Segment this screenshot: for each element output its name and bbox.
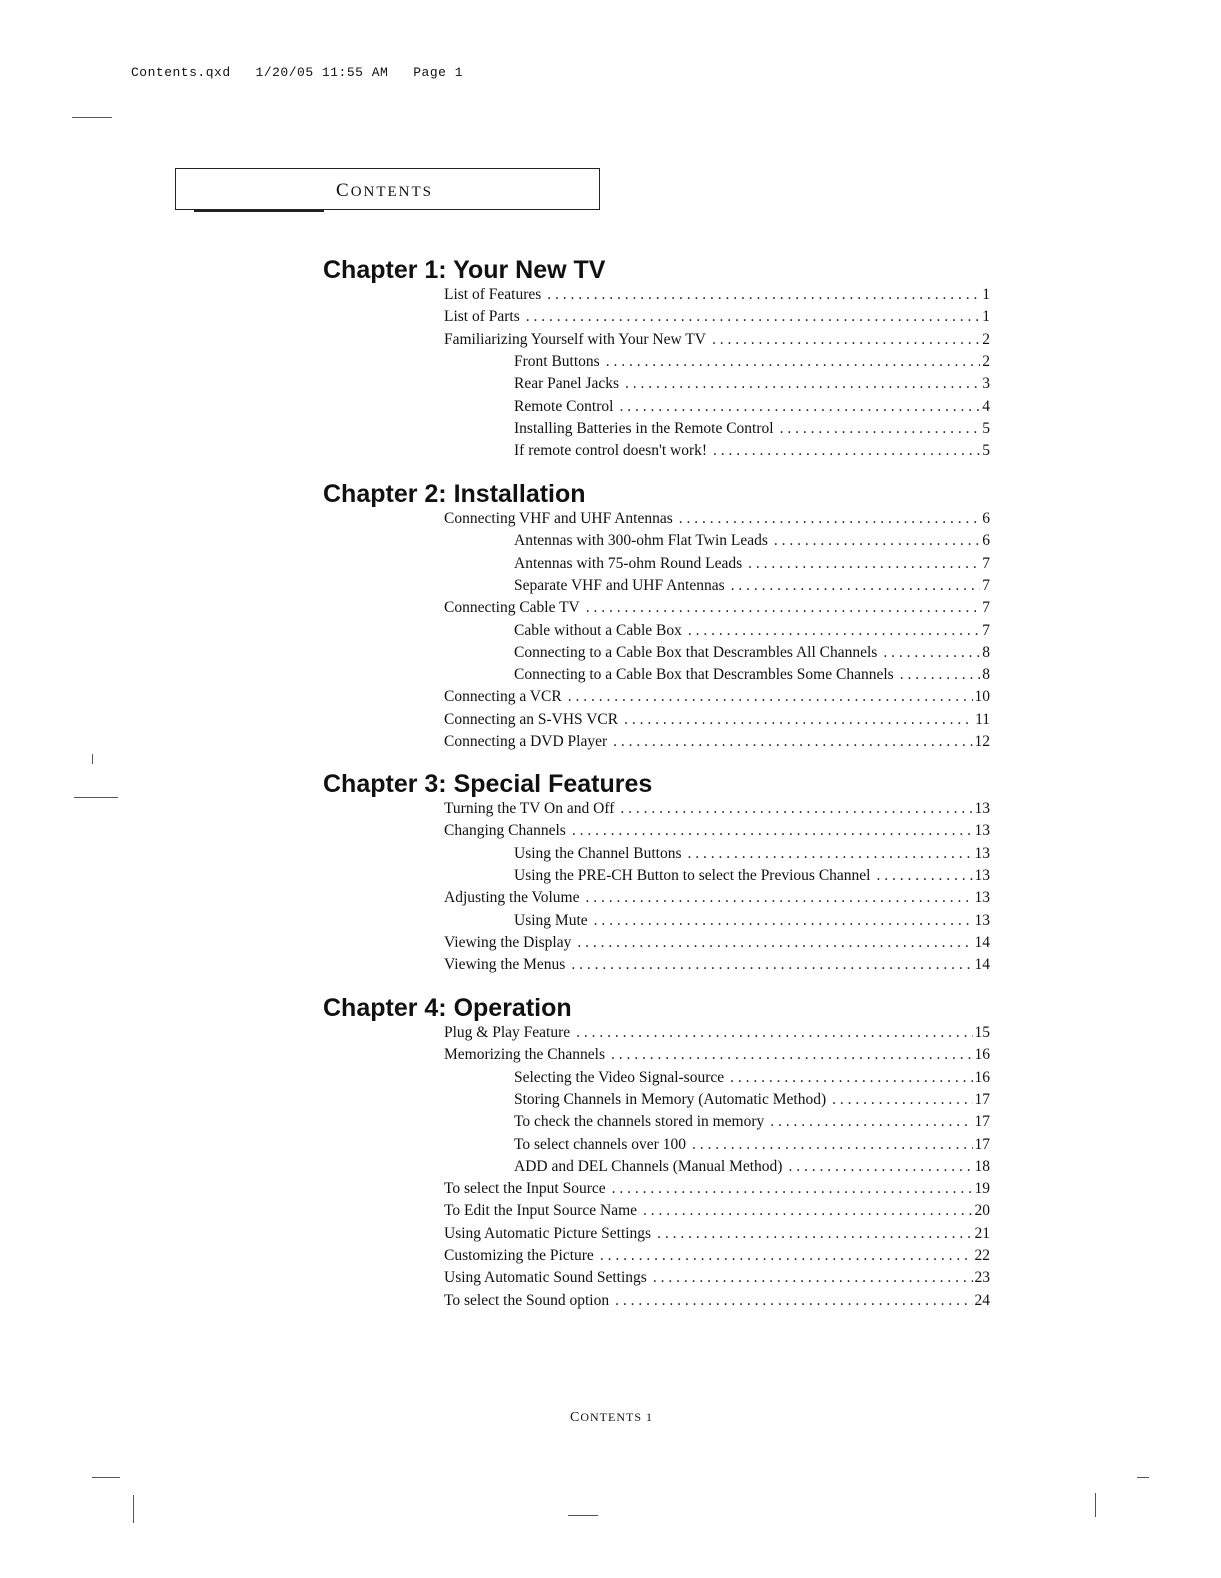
crop-mark-bottom-left: [92, 1477, 120, 1478]
toc-entry-label: Turning the TV On and Off: [444, 800, 615, 817]
toc-entry[interactable]: [514, 375, 990, 397]
dot-leader: [547, 286, 980, 304]
dot-leader: [586, 889, 973, 907]
toc-entry[interactable]: [514, 398, 990, 420]
footer-page-number: 1: [646, 1410, 654, 1424]
toc-entry[interactable]: [514, 353, 990, 375]
toc-entry[interactable]: [514, 622, 990, 644]
toc-entry[interactable]: [514, 577, 990, 599]
toc-entry-label: Remote Control: [514, 397, 614, 415]
toc-entry[interactable]: [444, 889, 990, 911]
toc-entry[interactable]: [514, 420, 990, 442]
dot-leader: [611, 1046, 973, 1064]
toc-entry-page-number: 17: [974, 1113, 990, 1131]
dot-leader: [688, 622, 980, 640]
toc-entry-page-number: 7: [982, 621, 990, 639]
toc-entry-page-number: 16: [974, 1068, 990, 1086]
toc-entry-label: Connecting to a Cable Box that Descrambles Some Channels: [514, 666, 894, 684]
toc-entry-page-number: 14: [974, 933, 990, 951]
toc-entry-page-number: 4: [982, 397, 990, 415]
toc-entry-page-number: 22: [974, 1247, 990, 1264]
dot-leader: [613, 733, 972, 751]
toc-entry-label: Using the PRE-CH Button to select the Previous Channel: [514, 866, 871, 884]
toc-entry-label: Using the Channel Buttons: [514, 844, 682, 862]
toc-entry-page-number: 7: [982, 554, 990, 572]
dot-leader: [606, 353, 981, 371]
toc-entry[interactable]: [444, 1292, 990, 1314]
toc-entry[interactable]: [444, 956, 990, 978]
toc-entry-label: To check the channels stored in memory: [514, 1113, 765, 1131]
crop-mark-bottom-right: [1137, 1477, 1149, 1478]
dot-leader: [577, 934, 972, 952]
dot-leader: [572, 822, 973, 840]
toc-entry[interactable]: [444, 1225, 990, 1247]
toc-entry-page-number: 21: [974, 1224, 990, 1242]
crop-mark-bottom-right-vert: [1095, 1493, 1096, 1517]
toc-entry-page-number: 12: [974, 733, 990, 750]
dot-leader: [687, 845, 972, 863]
toc-entry[interactable]: [444, 286, 990, 308]
toc-entry-page-number: 18: [974, 1157, 990, 1175]
toc-entry-label: Connecting an S-VHS VCR: [444, 710, 619, 728]
footer-initial: C: [570, 1410, 581, 1425]
toc-entry-label: Familiarizing Yourself with Your New TV: [444, 330, 706, 348]
toc-entry[interactable]: [444, 934, 990, 956]
dot-leader: [571, 956, 972, 974]
toc-entry[interactable]: [514, 555, 990, 577]
toc-entry-label: List of Parts: [444, 308, 520, 326]
toc-entry-page-number: 8: [982, 643, 990, 661]
toc-entry[interactable]: [444, 1046, 990, 1068]
dot-leader: [643, 1202, 972, 1220]
dot-leader: [679, 510, 980, 528]
dot-leader: [615, 1292, 972, 1310]
toc-entry-page-number: 5: [982, 442, 990, 460]
dot-leader: [788, 1158, 972, 1176]
toc-entry-label: Antennas with 300-ohm Flat Twin Leads: [514, 532, 768, 550]
toc-entry-page-number: 15: [974, 1024, 990, 1041]
toc-entry-page-number: 1: [982, 308, 990, 326]
chapter-heading: Chapter 1: Your New TV: [323, 256, 606, 284]
toc-entry-label: Connecting VHF and UHF Antennas: [444, 510, 673, 527]
toc-entry[interactable]: [514, 442, 990, 464]
dot-leader: [526, 308, 980, 326]
toc-entry-label: Antennas with 75-ohm Round Leads: [514, 554, 743, 572]
toc-entry-label: Selecting the Video Signal-source: [514, 1068, 725, 1086]
toc-entry[interactable]: [444, 1202, 990, 1224]
toc-entry-page-number: 10: [974, 688, 990, 706]
toc-entry[interactable]: [514, 1091, 990, 1113]
dot-leader: [594, 912, 973, 930]
toc-entry[interactable]: [444, 711, 990, 733]
toc-entry[interactable]: [514, 1069, 990, 1091]
toc-entry-page-number: 3: [982, 375, 990, 393]
toc-entry-page-number: 11: [975, 710, 990, 728]
toc-entry[interactable]: [514, 1158, 990, 1180]
contents-title-initial: C: [336, 180, 351, 201]
toc-entry-label: Installing Batteries in the Remote Control: [514, 419, 774, 437]
toc-entry-label: Separate VHF and UHF Antennas: [514, 576, 725, 594]
toc-entry[interactable]: [514, 644, 990, 666]
toc-entry-label: Plug & Play Feature: [444, 1024, 571, 1041]
print-slug: Contents.qxd 1/20/05 11:55 AM Page 1: [131, 65, 464, 80]
toc-entry-page-number: 7: [982, 599, 990, 617]
toc-entry-label: Using Automatic Picture Settings: [444, 1224, 652, 1242]
toc-entry[interactable]: [514, 912, 990, 934]
toc-entry[interactable]: [444, 1024, 990, 1046]
dot-leader: [692, 1136, 973, 1154]
toc-entry-page-number: 17: [974, 1090, 990, 1108]
toc-entry[interactable]: [514, 845, 990, 867]
dot-leader: [568, 688, 973, 706]
toc-entry-page-number: 13: [974, 911, 990, 929]
toc-entry[interactable]: [514, 1113, 990, 1135]
toc-entry-label: Customizing the Picture: [444, 1247, 594, 1264]
toc-entry-page-number: 23: [974, 1269, 990, 1287]
toc-entry-label: Connecting Cable TV: [444, 599, 580, 617]
toc-entry-page-number: 20: [974, 1202, 990, 1220]
dot-leader: [713, 442, 980, 460]
toc-entry[interactable]: [444, 599, 990, 621]
toc-entry-label: ADD and DEL Channels (Manual Method): [514, 1157, 783, 1175]
toc-entry-page-number: 16: [974, 1046, 990, 1064]
dot-leader: [876, 867, 972, 885]
toc-entry-label: Viewing the Display: [444, 933, 572, 951]
dot-leader: [619, 398, 980, 416]
toc-entry-label: To Edit the Input Source Name: [444, 1202, 638, 1220]
dot-leader: [600, 1247, 973, 1265]
chapter-heading: Chapter 4: Operation: [323, 994, 572, 1022]
toc-entry[interactable]: [444, 800, 990, 822]
toc-entry-label: Storing Channels in Memory (Automatic Method): [514, 1090, 827, 1108]
dot-leader: [730, 1069, 972, 1087]
chapter-heading: Chapter 2: Installation: [323, 480, 586, 508]
crop-mark-left-mid: [74, 797, 118, 798]
toc-entry-label: Viewing the Menus: [444, 956, 566, 974]
contents-title-box: [175, 168, 600, 210]
crop-mark-left-tick: [92, 754, 93, 764]
dot-leader: [731, 577, 981, 595]
dot-leader: [748, 555, 980, 573]
dot-leader: [624, 711, 973, 729]
toc-entry-page-number: 5: [982, 419, 990, 437]
toc-entry[interactable]: [444, 510, 990, 532]
toc-entry[interactable]: [444, 1180, 990, 1202]
toc-entry-label: Using Automatic Sound Settings: [444, 1269, 647, 1287]
toc-entry-page-number: 14: [974, 956, 990, 974]
toc-entry[interactable]: [444, 331, 990, 353]
dot-leader: [625, 375, 980, 393]
toc-entry-page-number: 1: [982, 286, 990, 303]
toc-entry[interactable]: [514, 867, 990, 889]
toc-entry-label: Cable without a Cable Box: [514, 621, 682, 639]
toc-entry-label: Front Buttons: [514, 352, 600, 370]
toc-entry-page-number: 17: [974, 1135, 990, 1153]
toc-entry-label: Adjusting the Volume: [444, 889, 580, 907]
crop-mark-bottom-left-vert: [133, 1495, 134, 1523]
dot-leader: [586, 599, 981, 617]
toc-entry-page-number: 6: [982, 532, 990, 550]
dot-leader: [653, 1269, 973, 1287]
toc-entry-label: To select channels over 100: [514, 1135, 686, 1153]
toc-entry-page-number: 7: [982, 576, 990, 594]
toc-entry-page-number: 13: [974, 800, 990, 817]
dot-leader: [612, 1180, 973, 1198]
toc-entry-label: Connecting a VCR: [444, 688, 562, 706]
toc-entry-page-number: 24: [974, 1291, 990, 1309]
dot-leader: [900, 666, 981, 684]
toc-entry-label: To select the Sound option: [444, 1291, 610, 1309]
dot-leader: [712, 331, 980, 349]
toc-entry[interactable]: [444, 308, 990, 330]
toc-entry-label: Memorizing the Channels: [444, 1046, 605, 1064]
page-footer: [570, 1410, 653, 1426]
toc-entry-label: List of Features: [444, 286, 542, 303]
dot-leader: [774, 532, 980, 550]
toc-entry-label: Changing Channels: [444, 822, 566, 840]
dot-leader: [620, 800, 972, 818]
footer-rest: ONTENTS: [580, 1410, 643, 1424]
toc-entry[interactable]: [514, 532, 990, 554]
crop-mark-bottom-center: [568, 1515, 598, 1516]
toc-entry-label: If remote control doesn't work!: [514, 442, 708, 460]
toc-entry-page-number: 13: [974, 822, 990, 840]
toc-entry[interactable]: [444, 688, 990, 710]
title-underline: [194, 210, 324, 212]
dot-leader: [780, 420, 981, 438]
toc-entry-label: Connecting to a Cable Box that Descrambles All Channels: [514, 643, 878, 661]
crop-mark-top-left: [72, 117, 112, 118]
dot-leader: [770, 1113, 972, 1131]
toc-entry-page-number: 2: [982, 352, 990, 370]
toc-entry-page-number: 13: [974, 866, 990, 884]
dot-leader: [657, 1225, 972, 1243]
toc-entry[interactable]: [444, 1247, 990, 1269]
dot-leader: [832, 1091, 972, 1109]
toc-entry[interactable]: [444, 1269, 990, 1291]
toc-entry[interactable]: [444, 733, 990, 755]
contents-title-rest: ONTENTS: [350, 184, 434, 200]
toc-entry-page-number: 19: [974, 1180, 990, 1198]
contents-title: [336, 180, 433, 202]
toc-entry-page-number: 2: [982, 330, 990, 348]
toc-entry[interactable]: [514, 666, 990, 688]
toc-entry-label: Using Mute: [514, 911, 588, 929]
toc-entry-page-number: 13: [974, 844, 990, 862]
toc-entry[interactable]: [514, 1136, 990, 1158]
chapter-heading: Chapter 3: Special Features: [323, 770, 653, 798]
dot-leader: [576, 1024, 972, 1042]
toc-entry[interactable]: [444, 822, 990, 844]
toc-entry-label: Rear Panel Jacks: [514, 375, 620, 393]
toc-entry-label: Connecting a DVD Player: [444, 733, 608, 750]
toc-entry-page-number: 13: [974, 889, 990, 907]
toc-entry-label: To select the Input Source: [444, 1180, 606, 1198]
dot-leader: [883, 644, 980, 662]
toc-entry-page-number: 6: [982, 510, 990, 527]
toc-entry-page-number: 8: [982, 666, 990, 684]
